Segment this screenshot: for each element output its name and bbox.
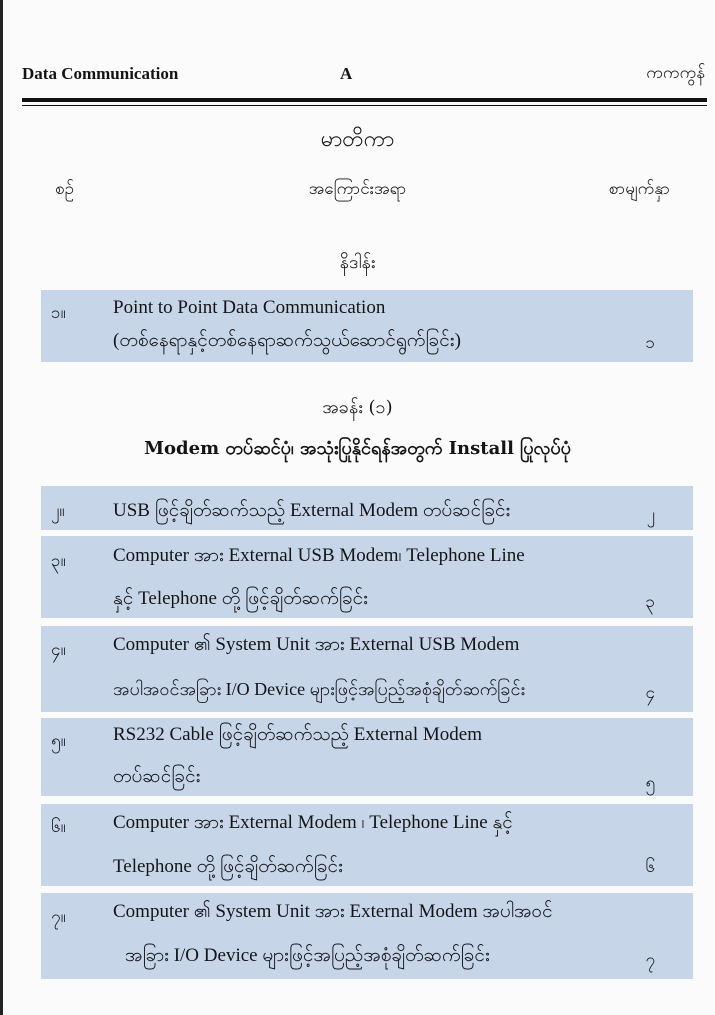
entry-number: ၂။ (51, 501, 65, 521)
entry-page-number: ၅ (645, 773, 655, 793)
toc-entry[interactable] (41, 626, 693, 712)
entry-title-line: (တစ်နေရာနှင့်တစ်နေရာဆက်သွယ်ဆောင်ရွက်ခြင်း) (113, 330, 461, 351)
entry-title-line: Computer အား External Modem ၊ Telephone Line နှင့် (113, 812, 513, 833)
header-book-title: Data Communication (22, 64, 179, 83)
entry-title-line: Point to Point Data Communication (113, 297, 386, 318)
entry-page-number: ၇ (645, 950, 655, 970)
header-section-letter: A (340, 64, 353, 83)
entry-title-line: Computer ၏ System Unit အား External USB Modem (113, 634, 520, 655)
entry-page-number: ၂ (646, 505, 655, 525)
entry-page-number: ၆ (645, 857, 655, 877)
entry-title-line: နှင့် Telephone တို့ဖြင့်ချိတ်ဆက်ခြင်း (113, 588, 368, 609)
entry-number: ၅။ (51, 731, 66, 751)
column-header-page: စာမျက်နှာ (608, 179, 670, 199)
toc-entry[interactable] (41, 893, 693, 979)
toc-entry[interactable] (41, 536, 693, 618)
toc-entry[interactable] (41, 718, 693, 796)
entry-number: ၆။ (51, 817, 66, 837)
entry-number: ၁။ (51, 303, 66, 323)
entry-title-line: Telephone တို့ဖြင့်ချိတ်ဆက်ခြင်း (113, 856, 343, 877)
column-header-topic: အကြောင်းအရာ (308, 179, 407, 199)
entry-page-number: ၃ (645, 592, 655, 612)
entry-number: ၄။ (51, 640, 66, 660)
page-header (22, 60, 705, 90)
entry-title-line: Computer အား External USB Modem၊ Telephone Line (113, 545, 525, 566)
header-series-label: ကကကွန် (646, 63, 705, 83)
entry-title-line: Computer ၏ System Unit အား External Modem အပါအဝင် (113, 901, 553, 922)
entry-number: ၃။ (51, 551, 66, 571)
chapter-title: အခန်း (၁) (322, 397, 393, 418)
entry-title-line: တပ်ဆင်ခြင်း (113, 766, 201, 787)
toc-entry[interactable] (41, 486, 693, 530)
entry-page-number: ၁ (645, 333, 655, 353)
toc-entry[interactable] (41, 804, 693, 886)
introduction-title: နိဒါန်း (339, 252, 376, 273)
entry-number: ၇။ (51, 907, 66, 927)
chapter-subtitle: Modem တပ်ဆင်ပုံ၊ အသုံးပြုနိုင်ရန်အတွက် Install ပြုလုပ်ပုံ (144, 438, 571, 459)
column-header-number: စဉ် (55, 179, 74, 199)
entry-title-line: RS232 Cable ဖြင့်ချိတ်ဆက်သည့် External Modem (113, 724, 482, 745)
entry-title-line: အခြား I/O Device များဖြင့်အပြည့်အစုံချိတ်ဆက်ခြင်း (125, 945, 490, 966)
header-rule-thin (22, 105, 707, 106)
toc-title: မာတိကာ (320, 127, 395, 152)
header-rule-thick (22, 98, 707, 102)
toc-entry[interactable] (41, 290, 693, 362)
entry-page-number: ၄ (645, 683, 655, 703)
entry-title-line: အပါအဝင်အခြား I/O Device များဖြင့်အပြည့်အစုံချိတ်ဆက်ခြင်း (113, 679, 526, 699)
entry-title-line: USB ဖြင့်ချိတ်ဆက်သည့် External Modem တပ်ဆင်ခြင်း (113, 500, 511, 521)
